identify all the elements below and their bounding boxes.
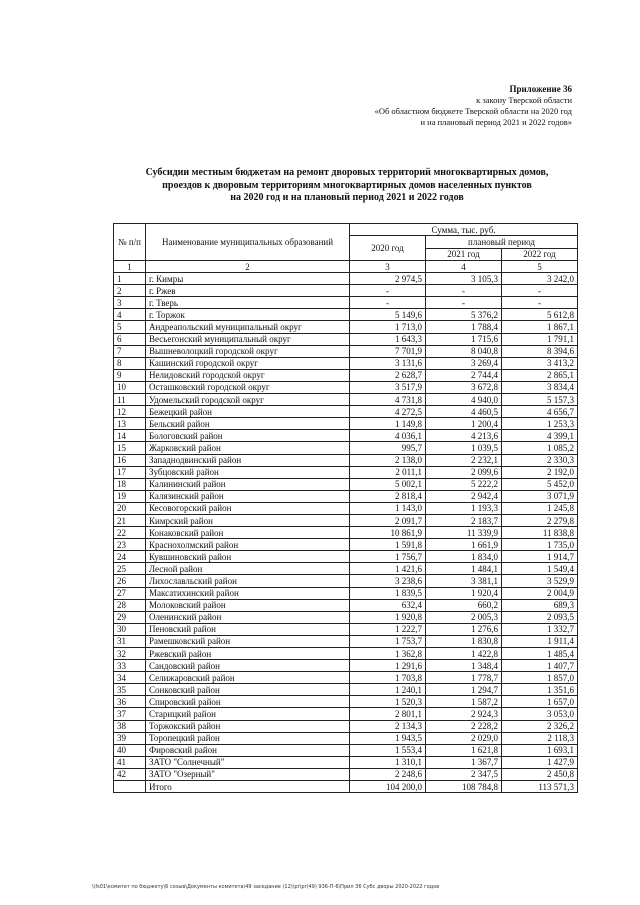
value-2020: 2 248,6: [350, 768, 426, 780]
municipality-name: Осташковский городской округ: [146, 381, 350, 393]
value-2020: 5 002,1: [350, 478, 426, 490]
value-2021: 1 367,7: [426, 756, 502, 768]
row-number: 30: [114, 623, 146, 635]
value-2020: 3 517,9: [350, 381, 426, 393]
value-2022: 3 413,2: [502, 357, 578, 369]
value-2020: 1 591,8: [350, 539, 426, 551]
value-2020: 1 520,3: [350, 696, 426, 708]
value-2021: -: [426, 285, 502, 297]
row-number: 7: [114, 345, 146, 357]
table-row: [114, 285, 578, 297]
value-2020: 2 091,7: [350, 514, 426, 526]
value-2021: 1 587,2: [426, 696, 502, 708]
municipality-name: Калязинский район: [146, 490, 350, 502]
municipality-name: Конаковский район: [146, 527, 350, 539]
value-2021: 2 347,5: [426, 768, 502, 780]
row-number: 34: [114, 672, 146, 684]
title-line-2: проездов к дворовым территориям многоквартирных домов населенных пунктов: [162, 179, 532, 191]
value-2022: -: [502, 285, 578, 297]
value-2021: 1 294,7: [426, 684, 502, 696]
value-2022: 3 834,4: [502, 381, 578, 393]
value-2022: 4 399,1: [502, 430, 578, 442]
value-2020: 2 801,1: [350, 708, 426, 720]
row-number: 39: [114, 732, 146, 744]
value-2021: 2 232,1: [426, 454, 502, 466]
municipality-name: г. Кимры: [146, 273, 350, 285]
value-2021: 2 183,7: [426, 514, 502, 526]
municipality-name: Максатихинский район: [146, 587, 350, 599]
appendix-line-2: «Об областном бюджете Тверской области на 2020 год: [374, 106, 572, 116]
table-row: [114, 502, 578, 514]
municipality-name: Краснохолмский район: [146, 539, 350, 551]
value-2021: 2 744,4: [426, 369, 502, 381]
value-2022: 1 657,0: [502, 696, 578, 708]
municipality-name: Западнодвинский район: [146, 454, 350, 466]
total-label: Итого: [146, 781, 350, 793]
municipality-name: г. Торжок: [146, 309, 350, 321]
value-2022: 8 394,6: [502, 345, 578, 357]
row-number: 14: [114, 430, 146, 442]
appendix-line-3: и на плановый период 2021 и 2022 годов»: [420, 117, 572, 127]
table-row: [114, 297, 578, 309]
title-line-3: на 2020 год и на плановый период 2021 и 2022 годов: [230, 192, 464, 203]
row-number: 42: [114, 768, 146, 780]
table-row: [114, 273, 578, 285]
value-2020: 4 036,1: [350, 430, 426, 442]
value-2022: 11 838,8: [502, 527, 578, 539]
municipality-name: Ржевский район: [146, 648, 350, 660]
municipality-name: Торжокский район: [146, 720, 350, 732]
municipality-name: Кувшиновский район: [146, 551, 350, 563]
value-2020: 5 149,6: [350, 309, 426, 321]
value-2020: 1 291,6: [350, 660, 426, 672]
row-number: 12: [114, 406, 146, 418]
row-number: 33: [114, 660, 146, 672]
row-number: 38: [114, 720, 146, 732]
value-2022: 1 911,4: [502, 635, 578, 647]
subsidies-table: [113, 223, 578, 793]
value-2022: 1 407,7: [502, 660, 578, 672]
total-2022: 113 571,3: [502, 781, 578, 793]
row-number: 26: [114, 575, 146, 587]
municipality-name: Зубцовский район: [146, 466, 350, 478]
row-number: 4: [114, 309, 146, 321]
value-2021: 1 830,8: [426, 635, 502, 647]
value-2022: 2 192,0: [502, 466, 578, 478]
value-2021: 5 376,2: [426, 309, 502, 321]
table-row: [114, 478, 578, 490]
value-2022: 2 326,2: [502, 720, 578, 732]
value-2020: 2 134,3: [350, 720, 426, 732]
header-sum: Сумма, тыс. руб.: [350, 224, 578, 236]
value-2020: 4 272,5: [350, 406, 426, 418]
value-2020: 1 943,5: [350, 732, 426, 744]
value-2020: 1 362,8: [350, 648, 426, 660]
row-number: 40: [114, 744, 146, 756]
value-2022: 1 914,7: [502, 551, 578, 563]
table-row: [114, 672, 578, 684]
header-planned-period: плановый период: [426, 236, 578, 249]
value-2022: 4 656,7: [502, 406, 578, 418]
value-2020: 10 861,9: [350, 527, 426, 539]
value-2022: 2 450,8: [502, 768, 578, 780]
table-row: [114, 696, 578, 708]
row-number: 15: [114, 442, 146, 454]
municipality-name: Спировский район: [146, 696, 350, 708]
row-number: 32: [114, 648, 146, 660]
document-title: [112, 167, 582, 205]
value-2022: 1 253,3: [502, 418, 578, 430]
value-2021: 2 228,2: [426, 720, 502, 732]
value-2022: 5 612,8: [502, 309, 578, 321]
table-row: [114, 514, 578, 526]
municipality-name: Бологовский район: [146, 430, 350, 442]
value-2022: 3 071,9: [502, 490, 578, 502]
value-2022: 1 085,2: [502, 442, 578, 454]
row-number: 13: [114, 418, 146, 430]
value-2021: 1 484,1: [426, 563, 502, 575]
table-row: [114, 442, 578, 454]
table-row: [114, 635, 578, 647]
municipality-name: Жарковский район: [146, 442, 350, 454]
row-number: 24: [114, 551, 146, 563]
header-2022: 2022 год: [502, 248, 578, 260]
value-2020: 2 818,4: [350, 490, 426, 502]
value-2020: 1 756,7: [350, 551, 426, 563]
appendix-block: [375, 84, 572, 128]
table-row: [114, 345, 578, 357]
table-row: [114, 563, 578, 575]
value-2022: 2 093,5: [502, 611, 578, 623]
value-2021: 1 661,9: [426, 539, 502, 551]
municipality-name: г. Тверь: [146, 297, 350, 309]
row-number: 35: [114, 684, 146, 696]
value-2021: 1 422,8: [426, 648, 502, 660]
value-2021: 1 193,3: [426, 502, 502, 514]
value-2021: 1 039,5: [426, 442, 502, 454]
value-2021: 1 348,4: [426, 660, 502, 672]
total-2021: 108 784,8: [426, 781, 502, 793]
value-2020: 1 222,7: [350, 623, 426, 635]
municipality-name: Кашинский городской округ: [146, 357, 350, 369]
row-number: 23: [114, 539, 146, 551]
value-2022: 1 549,4: [502, 563, 578, 575]
municipality-name: Торопецкий район: [146, 732, 350, 744]
row-number: 6: [114, 333, 146, 345]
municipality-name: ЗАТО "Солнечный": [146, 756, 350, 768]
table-row: [114, 732, 578, 744]
value-2022: 1 857,0: [502, 672, 578, 684]
header-2021: 2021 год: [426, 248, 502, 260]
municipality-name: Кимрский район: [146, 514, 350, 526]
value-2020: 1 143,0: [350, 502, 426, 514]
value-2020: 2 974,5: [350, 273, 426, 285]
row-number: 18: [114, 478, 146, 490]
table-row: [114, 381, 578, 393]
value-2021: 1 715,6: [426, 333, 502, 345]
value-2021: 4 460,5: [426, 406, 502, 418]
value-2020: 3 238,6: [350, 575, 426, 587]
row-number: 11: [114, 394, 146, 406]
appendix-line-1: к закону Тверской области: [476, 95, 572, 105]
value-2020: 2 628,7: [350, 369, 426, 381]
table-row: [114, 611, 578, 623]
row-number: 36: [114, 696, 146, 708]
row-number: 10: [114, 381, 146, 393]
value-2021: 2 924,3: [426, 708, 502, 720]
value-2022: 1 867,1: [502, 321, 578, 333]
value-2021: 2 099,6: [426, 466, 502, 478]
column-index-row: [114, 261, 578, 273]
value-2021: 3 105,3: [426, 273, 502, 285]
value-2020: 995,7: [350, 442, 426, 454]
value-2020: 1 421,6: [350, 563, 426, 575]
value-2022: 2 004,9: [502, 587, 578, 599]
value-2022: 689,3: [502, 599, 578, 611]
value-2020: 1 240,1: [350, 684, 426, 696]
table-row: [114, 369, 578, 381]
index-cell: 1: [114, 261, 146, 273]
value-2020: -: [350, 297, 426, 309]
table-row: [114, 357, 578, 369]
table-row: [114, 527, 578, 539]
value-2022: 1 791,1: [502, 333, 578, 345]
table-row: [114, 756, 578, 768]
table-row: [114, 720, 578, 732]
municipality-name: Молоковский район: [146, 599, 350, 611]
value-2022: 1 351,6: [502, 684, 578, 696]
row-number: 25: [114, 563, 146, 575]
value-2022: 1 693,1: [502, 744, 578, 756]
title-line-1: Субсидии местным бюджетам на ремонт дворовых территорий многоквартирных домов,: [145, 167, 549, 178]
total-row: [114, 781, 578, 793]
row-number: 37: [114, 708, 146, 720]
value-2021: -: [426, 297, 502, 309]
value-2022: 3 053,0: [502, 708, 578, 720]
value-2021: 2 005,3: [426, 611, 502, 623]
table-row: [114, 623, 578, 635]
value-2021: 5 222,2: [426, 478, 502, 490]
value-2022: 3 529,9: [502, 575, 578, 587]
value-2021: 4 213,6: [426, 430, 502, 442]
value-2020: 1 643,3: [350, 333, 426, 345]
value-2022: 2 279,8: [502, 514, 578, 526]
value-2020: 1 920,8: [350, 611, 426, 623]
table-row: [114, 587, 578, 599]
table-row: [114, 575, 578, 587]
value-2022: 1 245,8: [502, 502, 578, 514]
value-2021: 1 920,4: [426, 587, 502, 599]
value-2020: 3 131,6: [350, 357, 426, 369]
value-2022: 5 157,3: [502, 394, 578, 406]
municipality-name: Кесовогорский район: [146, 502, 350, 514]
row-number: 1: [114, 273, 146, 285]
value-2020: 2 138,0: [350, 454, 426, 466]
table-row: [114, 418, 578, 430]
value-2021: 1 834,0: [426, 551, 502, 563]
value-2020: 1 310,1: [350, 756, 426, 768]
row-number: 17: [114, 466, 146, 478]
value-2022: 5 452,0: [502, 478, 578, 490]
municipality-name: ЗАТО "Озерный": [146, 768, 350, 780]
municipality-name: Сандовский район: [146, 660, 350, 672]
table-row: [114, 406, 578, 418]
table-row: [114, 309, 578, 321]
value-2020: 1 149,8: [350, 418, 426, 430]
table-row: [114, 744, 578, 756]
value-2022: 1 427,9: [502, 756, 578, 768]
municipality-name: Бельский район: [146, 418, 350, 430]
value-2022: 1 332,7: [502, 623, 578, 635]
value-2020: 1 703,8: [350, 672, 426, 684]
value-2020: -: [350, 285, 426, 297]
value-2020: 1 553,4: [350, 744, 426, 756]
value-2020: 1 713,0: [350, 321, 426, 333]
municipality-name: Калининский район: [146, 478, 350, 490]
row-number: 9: [114, 369, 146, 381]
municipality-name: Весьегонский муниципальный округ: [146, 333, 350, 345]
value-2020: 1 753,7: [350, 635, 426, 647]
municipality-name: Фировский район: [146, 744, 350, 756]
row-number: 5: [114, 321, 146, 333]
municipality-name: Лесной район: [146, 563, 350, 575]
table-row: [114, 660, 578, 672]
value-2022: 1 485,4: [502, 648, 578, 660]
row-number: 41: [114, 756, 146, 768]
table-row: [114, 466, 578, 478]
value-2020: 1 839,5: [350, 587, 426, 599]
table-row: [114, 684, 578, 696]
value-2020: 7 701,9: [350, 345, 426, 357]
table-row: [114, 539, 578, 551]
value-2021: 1 276,6: [426, 623, 502, 635]
municipality-name: Удомельский городской округ: [146, 394, 350, 406]
row-number: 16: [114, 454, 146, 466]
header-2020: 2020 год: [350, 236, 426, 261]
table-row: [114, 768, 578, 780]
table-row: [114, 551, 578, 563]
total-2020: 104 200,0: [350, 781, 426, 793]
header-number: № п/п: [114, 224, 146, 261]
municipality-name: Оленинский район: [146, 611, 350, 623]
municipality-name: Вышневолоцкий городской округ: [146, 345, 350, 357]
value-2022: 3 242,0: [502, 273, 578, 285]
index-cell: 3: [350, 261, 426, 273]
table-row: [114, 333, 578, 345]
value-2021: 1 621,8: [426, 744, 502, 756]
row-number: 29: [114, 611, 146, 623]
appendix-title: Приложение 36: [509, 84, 572, 94]
table-row: [114, 321, 578, 333]
value-2022: 2 118,3: [502, 732, 578, 744]
municipality-name: Андреапольский муниципальный округ: [146, 321, 350, 333]
value-2021: 1 778,7: [426, 672, 502, 684]
row-number: 21: [114, 514, 146, 526]
row-number: 28: [114, 599, 146, 611]
table-row: [114, 430, 578, 442]
table-row: [114, 648, 578, 660]
value-2021: 1 200,4: [426, 418, 502, 430]
municipality-name: Селижаровский район: [146, 672, 350, 684]
value-2021: 2 942,4: [426, 490, 502, 502]
value-2022: 1 735,0: [502, 539, 578, 551]
table-row: [114, 708, 578, 720]
value-2021: 3 381,1: [426, 575, 502, 587]
municipality-name: Рамешковский район: [146, 635, 350, 647]
value-2021: 3 672,8: [426, 381, 502, 393]
row-number: 8: [114, 357, 146, 369]
value-2021: 11 339,9: [426, 527, 502, 539]
value-2021: 2 029,0: [426, 732, 502, 744]
value-2021: 4 940,0: [426, 394, 502, 406]
row-number: 22: [114, 527, 146, 539]
index-cell: 2: [146, 261, 350, 273]
value-2022: -: [502, 297, 578, 309]
row-number: 27: [114, 587, 146, 599]
value-2021: 8 040,8: [426, 345, 502, 357]
municipality-name: Нелидовский городской округ: [146, 369, 350, 381]
value-2021: 1 788,4: [426, 321, 502, 333]
table-row: [114, 454, 578, 466]
value-2021: 660,2: [426, 599, 502, 611]
municipality-name: Пеновский район: [146, 623, 350, 635]
value-2020: 2 011,1: [350, 466, 426, 478]
index-cell: 4: [426, 261, 502, 273]
row-number: 19: [114, 490, 146, 502]
table-row: [114, 490, 578, 502]
row-number: 2: [114, 285, 146, 297]
table-row: [114, 599, 578, 611]
municipality-name: г. Ржев: [146, 285, 350, 297]
municipality-name: Лихославльский район: [146, 575, 350, 587]
municipality-name: Бежецкий район: [146, 406, 350, 418]
municipality-name: Сонковский район: [146, 684, 350, 696]
row-number: 31: [114, 635, 146, 647]
municipality-name: Старицкий район: [146, 708, 350, 720]
value-2022: 2 865,1: [502, 369, 578, 381]
index-cell: 5: [502, 261, 578, 273]
value-2021: 3 269,4: [426, 357, 502, 369]
value-2022: 2 330,3: [502, 454, 578, 466]
table-row: [114, 394, 578, 406]
row-number: 20: [114, 502, 146, 514]
header-name: Наименование муниципальных образований: [146, 224, 350, 261]
value-2020: 632,4: [350, 599, 426, 611]
value-2020: 4 731,8: [350, 394, 426, 406]
file-path-footer: \\fs01\комитет по бюджету\6 созыв\Документы комитета\49 заседание (12)\pr\pr(49) 936-П-6\Прил 36 Субс дворы 2020-2022 годов: [92, 884, 440, 890]
row-number: 3: [114, 297, 146, 309]
